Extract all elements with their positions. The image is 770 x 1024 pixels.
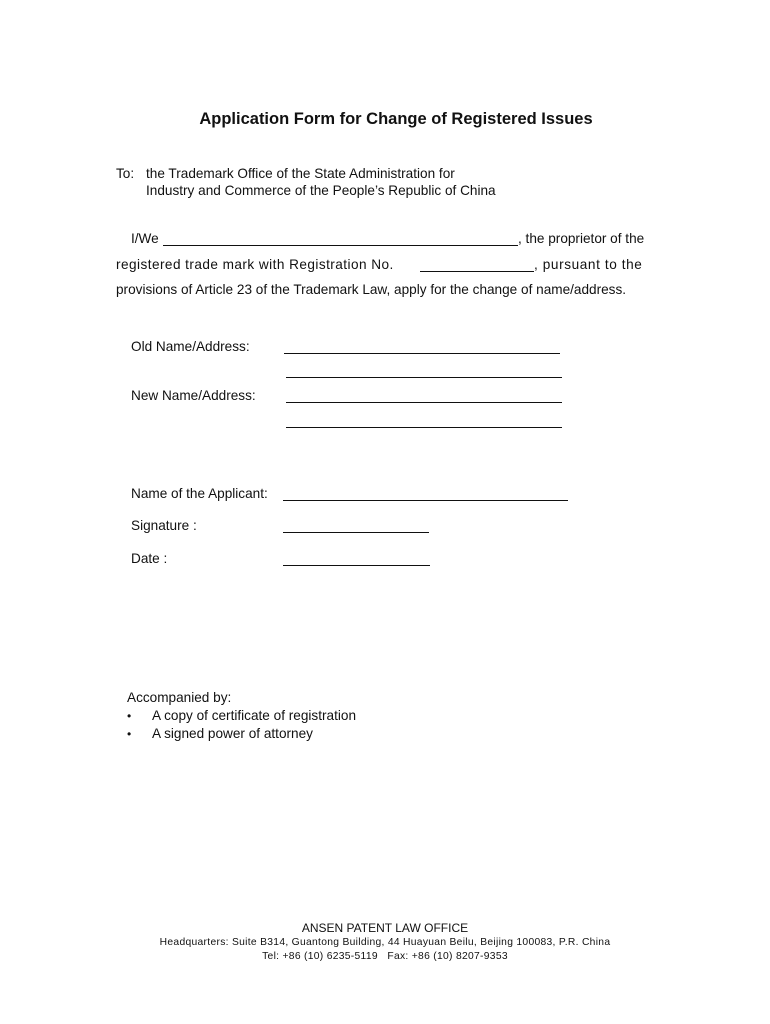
- applicant-blank[interactable]: [283, 500, 568, 501]
- signature-label: Signature :: [131, 518, 197, 533]
- signature-blank[interactable]: [283, 532, 429, 533]
- new-address-blank-1[interactable]: [286, 402, 562, 403]
- to-label: To:: [116, 166, 135, 181]
- accompanied-item-1: A copy of certificate of registration: [152, 708, 357, 723]
- applicant-label: Name of the Applicant:: [131, 486, 268, 501]
- new-address-label: New Name/Address:: [131, 388, 256, 403]
- footer-address: Headquarters: Suite B314, Guantong Building, 44 Huayuan Beilu, Beijing 100083, P.R. China: [159, 937, 611, 948]
- registration-no-blank[interactable]: [420, 271, 534, 272]
- footer-contact: Tel: +86 (10) 6235-5119 Fax: +86 (10) 8207-9353: [262, 951, 508, 962]
- accompanied-item-2: A signed power of attorney: [152, 726, 313, 741]
- proprietor-text: , the proprietor of the: [518, 231, 645, 246]
- form-title: Application Form for Change of Registered Issues: [199, 110, 593, 128]
- to-line-2: Industry and Commerce of the People’s Republic of China: [146, 183, 496, 198]
- pursuant-text: , pursuant to the: [534, 257, 643, 272]
- accompanied-heading: Accompanied by:: [127, 690, 232, 705]
- provisions-text: provisions of Article 23 of the Trademark Law, apply for the change of name/address.: [116, 282, 627, 297]
- iwe-label: I/We: [131, 231, 159, 246]
- bullet-1: •: [127, 709, 132, 723]
- old-address-blank-1[interactable]: [284, 353, 560, 354]
- old-address-label: Old Name/Address:: [131, 339, 250, 354]
- new-address-blank-2[interactable]: [286, 427, 562, 428]
- date-label: Date :: [131, 551, 168, 566]
- iwe-blank[interactable]: [163, 245, 518, 246]
- old-address-blank-2[interactable]: [286, 377, 562, 378]
- to-line-1: the Trademark Office of the State Administration for: [146, 166, 455, 181]
- footer-office: ANSEN PATENT LAW OFFICE: [301, 921, 469, 935]
- date-blank[interactable]: [283, 565, 430, 566]
- bullet-2: •: [127, 727, 132, 741]
- registered-text: registered trade mark with Registration No.: [116, 257, 394, 272]
